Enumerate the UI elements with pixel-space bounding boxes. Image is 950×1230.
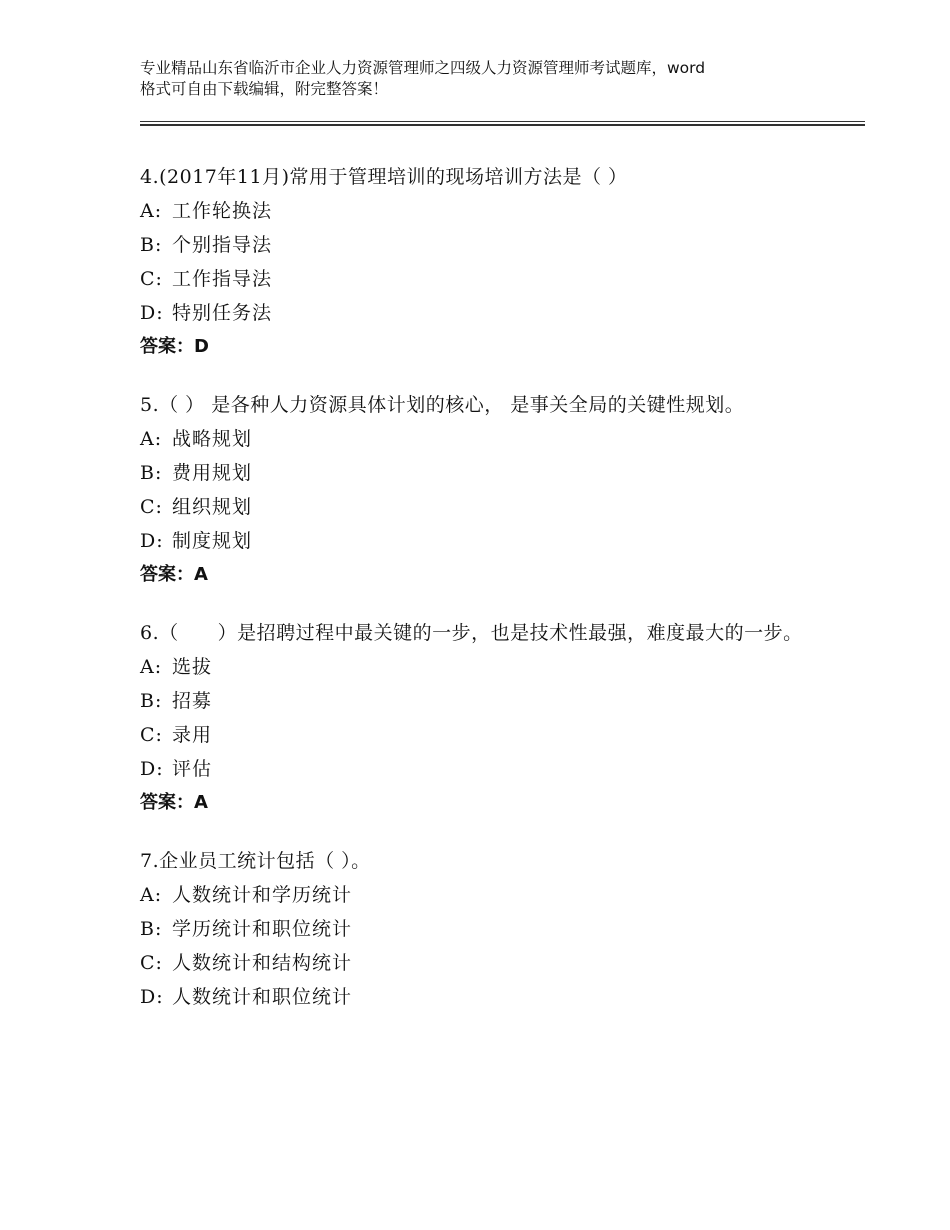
option-d bbox=[140, 980, 820, 1014]
option-b bbox=[140, 228, 820, 262]
option-text: 个别指导法 bbox=[172, 234, 273, 256]
option-letter: D: bbox=[140, 302, 164, 324]
option-text: 学历统计和职位统计 bbox=[172, 918, 353, 940]
option-letter: A: bbox=[140, 656, 163, 678]
header-divider-thick bbox=[140, 124, 865, 126]
question-text: 6.（ ）是招聘过程中最关键的一步，也是技术性最强，难度最大的一步。 bbox=[140, 622, 803, 644]
option-c bbox=[140, 718, 820, 752]
document-header bbox=[140, 58, 840, 100]
option-text: 人数统计和学历统计 bbox=[172, 884, 353, 906]
option-letter: A: bbox=[140, 428, 163, 450]
option-text: 战略规划 bbox=[172, 428, 253, 450]
question-text: 7.企业员工统计包括（ ）。 bbox=[140, 850, 371, 872]
option-text: 工作指导法 bbox=[172, 268, 273, 290]
question-5 bbox=[140, 388, 820, 592]
option-a bbox=[140, 194, 820, 228]
option-text: 招募 bbox=[172, 690, 213, 712]
option-text: 工作轮换法 bbox=[172, 200, 273, 222]
question-list bbox=[140, 160, 820, 1038]
option-letter: B: bbox=[140, 918, 163, 940]
answer-label: 答案：D bbox=[140, 336, 209, 357]
question-6 bbox=[140, 616, 820, 820]
question-4 bbox=[140, 160, 820, 364]
option-text: 制度规划 bbox=[172, 530, 253, 552]
option-letter: B: bbox=[140, 462, 163, 484]
option-a bbox=[140, 422, 820, 456]
option-c bbox=[140, 490, 820, 524]
option-c bbox=[140, 946, 820, 980]
option-letter: D: bbox=[140, 986, 164, 1008]
header-line-2: 格式可自由下载编辑，附完整答案！ bbox=[140, 80, 389, 98]
option-letter: A: bbox=[140, 884, 163, 906]
option-text: 人数统计和职位统计 bbox=[172, 986, 353, 1008]
option-b bbox=[140, 684, 820, 718]
option-letter: D: bbox=[140, 530, 164, 552]
option-letter: C: bbox=[140, 268, 163, 290]
question-text: 4.(2017年11月)常用于管理培训的现场培训方法是（ ） bbox=[140, 166, 628, 188]
option-d bbox=[140, 296, 820, 330]
option-d bbox=[140, 752, 820, 786]
answer-label: 答案：A bbox=[140, 564, 208, 585]
question-7 bbox=[140, 844, 820, 1014]
option-letter: B: bbox=[140, 690, 163, 712]
option-c bbox=[140, 262, 820, 296]
option-letter: B: bbox=[140, 234, 163, 256]
option-text: 组织规划 bbox=[172, 496, 253, 518]
option-a bbox=[140, 650, 820, 684]
option-letter: D: bbox=[140, 758, 164, 780]
option-a bbox=[140, 878, 820, 912]
option-text: 选拔 bbox=[172, 656, 213, 678]
option-letter: A: bbox=[140, 200, 163, 222]
option-letter: C: bbox=[140, 952, 163, 974]
option-text: 特别任务法 bbox=[172, 302, 273, 324]
header-line-1: 专业精品山东省临沂市企业人力资源管理师之四级人力资源管理师考试题库，word bbox=[140, 59, 706, 77]
option-text: 评估 bbox=[172, 758, 213, 780]
option-text: 人数统计和结构统计 bbox=[172, 952, 353, 974]
option-d bbox=[140, 524, 820, 558]
option-text: 费用规划 bbox=[172, 462, 253, 484]
option-text: 录用 bbox=[172, 724, 213, 746]
option-b bbox=[140, 456, 820, 490]
header-divider-thin bbox=[140, 121, 865, 122]
option-b bbox=[140, 912, 820, 946]
question-text: 5.（ ） 是各种人力资源具体计划的核心， 是事关全局的关键性规划。 bbox=[140, 394, 745, 416]
option-letter: C: bbox=[140, 496, 163, 518]
option-letter: C: bbox=[140, 724, 163, 746]
answer-label: 答案：A bbox=[140, 792, 208, 813]
